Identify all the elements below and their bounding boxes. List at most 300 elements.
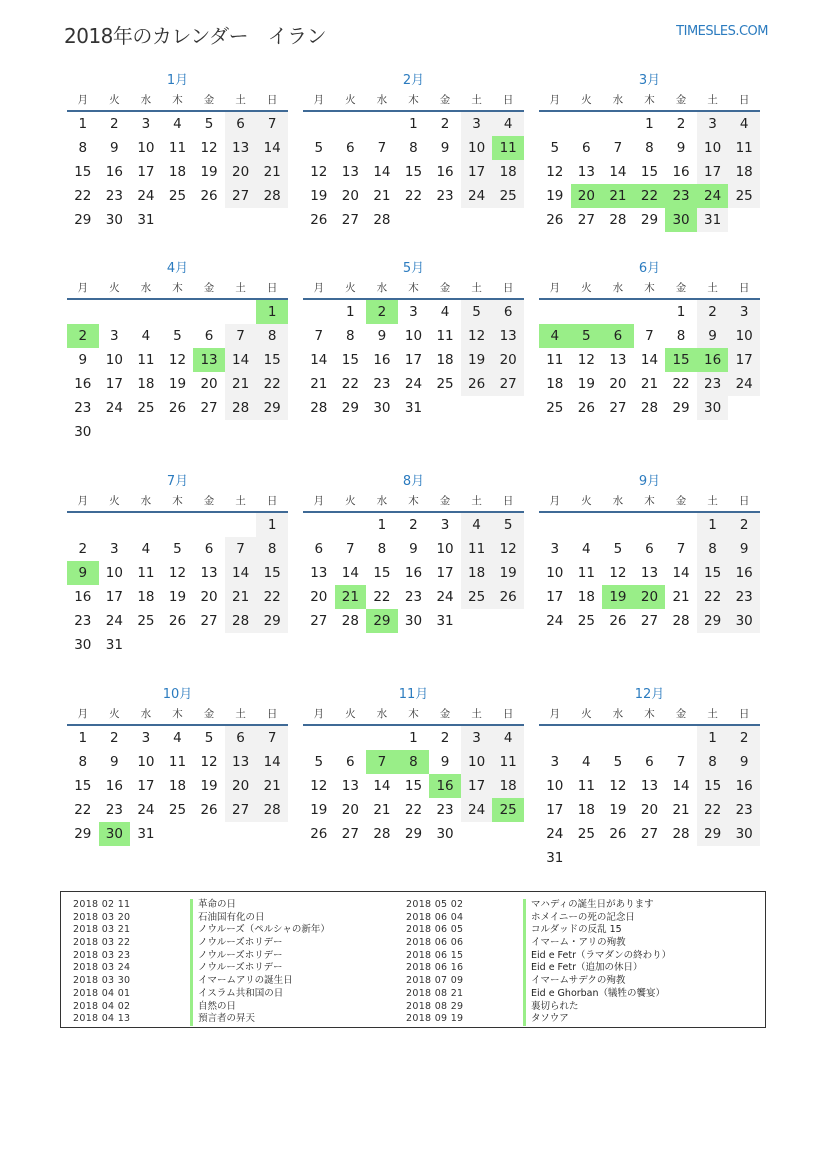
week-row bbox=[67, 420, 288, 444]
day-cell: 12 bbox=[609, 565, 627, 581]
day-cell: 9 bbox=[440, 140, 450, 156]
weekday-label: 火 bbox=[581, 282, 592, 294]
weekday-label: 月 bbox=[313, 282, 325, 294]
empty-cell bbox=[492, 396, 524, 420]
day-cell: 3 bbox=[550, 754, 560, 770]
holiday-name: コルダッドの反乱 15 bbox=[531, 924, 622, 936]
day-cell: 12 bbox=[609, 778, 627, 794]
holiday-day-cell: 21 bbox=[602, 184, 634, 208]
day-cell: 28 bbox=[341, 613, 359, 629]
weekday-label: 火 bbox=[345, 495, 356, 507]
day-cell: 20 bbox=[225, 774, 257, 798]
day-cell: 28 bbox=[225, 609, 257, 633]
day-cell: 1 bbox=[409, 116, 418, 132]
day-cell: 27 bbox=[492, 372, 524, 396]
day-cell: 27 bbox=[225, 798, 257, 822]
empty-cell bbox=[602, 112, 634, 136]
day-cell: 15 bbox=[256, 561, 288, 585]
holiday-marker bbox=[190, 899, 193, 912]
weekday-label: 日 bbox=[502, 94, 514, 106]
month-block bbox=[67, 686, 288, 846]
day-cell: 26 bbox=[609, 826, 627, 842]
week-row bbox=[67, 160, 288, 184]
day-cell: 8 bbox=[697, 537, 729, 561]
weekday-label: 木 bbox=[408, 94, 419, 106]
holiday-entry bbox=[73, 950, 330, 963]
holiday-entry bbox=[73, 899, 330, 912]
holiday-entry bbox=[406, 962, 671, 975]
day-cell: 6 bbox=[346, 140, 355, 156]
holiday-day-cell: 9 bbox=[67, 561, 99, 585]
day-cell: 26 bbox=[609, 613, 627, 629]
day-cell: 6 bbox=[645, 754, 654, 770]
holiday-date: 2018 03 20 bbox=[73, 911, 131, 923]
holiday-day-cell: 16 bbox=[697, 348, 729, 372]
empty-cell bbox=[571, 726, 603, 750]
day-cell: 29 bbox=[697, 609, 729, 633]
day-cell: 14 bbox=[225, 348, 257, 372]
day-cell: 28 bbox=[672, 613, 690, 629]
weekday-label: 火 bbox=[345, 708, 356, 720]
day-cell: 23 bbox=[373, 376, 391, 392]
day-cell: 22 bbox=[256, 585, 288, 609]
week-row bbox=[67, 348, 288, 372]
month-block bbox=[539, 686, 760, 870]
day-cell: 26 bbox=[492, 585, 524, 609]
empty-cell bbox=[303, 300, 335, 324]
week-row bbox=[303, 774, 524, 798]
day-cell: 14 bbox=[373, 778, 391, 794]
month-block bbox=[67, 260, 288, 444]
day-cell: 1 bbox=[676, 304, 686, 320]
holiday-day-cell: 19 bbox=[602, 585, 634, 609]
day-cell: 30 bbox=[436, 826, 454, 842]
day-cell: 28 bbox=[672, 826, 690, 842]
day-cell: 15 bbox=[256, 348, 288, 372]
day-cell: 15 bbox=[74, 778, 92, 794]
day-cell: 18 bbox=[168, 164, 187, 180]
week-row bbox=[67, 208, 288, 232]
day-cell: 26 bbox=[168, 613, 187, 629]
holiday-date: 2018 06 15 bbox=[406, 949, 464, 961]
weekday-header bbox=[539, 278, 760, 300]
week-row bbox=[67, 585, 288, 609]
weekday-label: 水 bbox=[612, 495, 624, 507]
day-cell: 21 bbox=[373, 188, 391, 204]
day-cell: 7 bbox=[225, 324, 257, 348]
day-cell: 31 bbox=[697, 208, 729, 232]
holiday-entry bbox=[406, 1013, 671, 1026]
day-cell: 18 bbox=[577, 802, 595, 818]
week-row bbox=[303, 324, 524, 348]
holiday-date: 2018 08 29 bbox=[406, 1000, 464, 1012]
empty-cell bbox=[193, 822, 225, 846]
weekday-label: 月 bbox=[313, 495, 325, 507]
day-cell: 22 bbox=[74, 802, 92, 818]
day-cell: 19 bbox=[200, 164, 218, 180]
week-row bbox=[303, 184, 524, 208]
day-cell: 4 bbox=[173, 116, 182, 132]
holiday-marker bbox=[523, 912, 526, 925]
empty-cell bbox=[193, 420, 225, 444]
empty-cell bbox=[193, 208, 225, 232]
weekday-label: 水 bbox=[376, 282, 388, 294]
week-row bbox=[67, 112, 288, 136]
holiday-marker bbox=[523, 937, 526, 950]
day-cell: 3 bbox=[461, 112, 493, 136]
day-cell: 24 bbox=[461, 184, 493, 208]
weekday-label: 月 bbox=[77, 495, 89, 507]
day-cell: 11 bbox=[168, 140, 187, 156]
day-cell: 31 bbox=[137, 212, 155, 228]
weekday-header bbox=[539, 704, 760, 726]
day-cell: 15 bbox=[697, 561, 729, 585]
empty-cell bbox=[539, 726, 571, 750]
holiday-name: イスラム共和国の日 bbox=[198, 987, 284, 999]
holiday-name: ノウルーズホリデー bbox=[198, 962, 283, 974]
day-cell: 5 bbox=[204, 730, 214, 746]
week-row bbox=[539, 348, 760, 372]
day-cell: 26 bbox=[577, 400, 595, 416]
empty-cell bbox=[461, 822, 493, 846]
weekday-header bbox=[539, 90, 760, 112]
holiday-day-cell: 30 bbox=[99, 822, 131, 846]
holiday-day-cell: 13 bbox=[193, 348, 225, 372]
week-row bbox=[303, 609, 524, 633]
month-title: 3月 bbox=[638, 73, 661, 88]
day-cell: 26 bbox=[200, 188, 218, 204]
holiday-entry bbox=[73, 1001, 330, 1014]
weekday-label: 金 bbox=[675, 282, 687, 294]
day-cell: 3 bbox=[440, 517, 450, 533]
day-cell: 19 bbox=[492, 561, 524, 585]
day-cell: 28 bbox=[256, 184, 288, 208]
day-cell: 23 bbox=[728, 585, 760, 609]
day-cell: 8 bbox=[697, 750, 729, 774]
day-cell: 27 bbox=[200, 400, 218, 416]
holiday-date: 2018 03 23 bbox=[73, 949, 131, 961]
day-cell: 2 bbox=[110, 730, 119, 746]
day-cell: 2 bbox=[440, 730, 450, 746]
day-cell: 3 bbox=[110, 541, 119, 557]
week-row bbox=[539, 208, 760, 232]
day-cell: 13 bbox=[341, 164, 359, 180]
week-row bbox=[539, 136, 760, 160]
day-cell: 9 bbox=[697, 324, 729, 348]
weekday-label: 水 bbox=[376, 495, 388, 507]
month-block bbox=[67, 72, 288, 232]
day-cell: 10 bbox=[461, 750, 493, 774]
day-cell: 29 bbox=[256, 396, 288, 420]
holiday-date: 2018 08 21 bbox=[406, 987, 464, 999]
week-row bbox=[67, 184, 288, 208]
day-cell: 24 bbox=[137, 802, 155, 818]
day-cell: 30 bbox=[404, 613, 423, 629]
day-cell: 17 bbox=[461, 774, 493, 798]
holiday-marker bbox=[523, 1001, 526, 1014]
day-cell: 23 bbox=[697, 372, 729, 396]
weekday-label: 土 bbox=[707, 94, 718, 106]
day-cell: 18 bbox=[577, 589, 595, 605]
day-cell: 6 bbox=[204, 541, 214, 557]
holiday-entry bbox=[406, 950, 671, 963]
empty-cell bbox=[461, 609, 493, 633]
day-cell: 25 bbox=[436, 376, 454, 392]
holiday-name: イマームサデクの殉教 bbox=[531, 975, 626, 987]
weekday-label: 日 bbox=[266, 495, 278, 507]
day-cell: 24 bbox=[436, 589, 454, 605]
day-cell: 10 bbox=[461, 136, 493, 160]
day-cell: 1 bbox=[697, 726, 729, 750]
empty-cell bbox=[429, 396, 461, 420]
day-cell: 27 bbox=[609, 400, 627, 416]
holiday-day-cell: 21 bbox=[335, 585, 367, 609]
day-cell: 6 bbox=[225, 726, 257, 750]
holiday-marker bbox=[190, 1013, 193, 1026]
day-cell: 16 bbox=[728, 774, 760, 798]
day-cell: 27 bbox=[200, 613, 218, 629]
page-title: 2018年のカレンダー イラン bbox=[64, 24, 327, 48]
day-cell: 24 bbox=[137, 188, 155, 204]
day-cell: 9 bbox=[409, 541, 418, 557]
day-cell: 13 bbox=[225, 136, 257, 160]
day-cell: 10 bbox=[546, 778, 564, 794]
weekday-header bbox=[539, 491, 760, 513]
empty-cell bbox=[366, 726, 398, 750]
day-cell: 28 bbox=[256, 798, 288, 822]
day-cell: 25 bbox=[461, 585, 493, 609]
week-row bbox=[67, 396, 288, 420]
holiday-marker bbox=[523, 924, 526, 937]
empty-cell bbox=[256, 633, 288, 657]
day-cell: 15 bbox=[373, 565, 391, 581]
holiday-entry bbox=[406, 899, 671, 912]
day-cell: 16 bbox=[672, 164, 690, 180]
day-cell: 18 bbox=[137, 376, 155, 392]
day-cell: 1 bbox=[256, 513, 288, 537]
week-row bbox=[303, 750, 524, 774]
day-cell: 14 bbox=[225, 561, 257, 585]
weekday-header bbox=[67, 704, 288, 726]
holiday-day-cell: 6 bbox=[602, 324, 634, 348]
holiday-day-cell: 7 bbox=[366, 750, 398, 774]
day-cell: 14 bbox=[256, 136, 288, 160]
holiday-entry bbox=[73, 912, 330, 925]
day-cell: 30 bbox=[728, 822, 760, 846]
day-cell: 14 bbox=[256, 750, 288, 774]
day-cell: 10 bbox=[137, 754, 155, 770]
day-cell: 16 bbox=[404, 565, 423, 581]
day-cell: 6 bbox=[204, 328, 214, 344]
holiday-entry bbox=[73, 975, 330, 988]
holiday-marker bbox=[190, 975, 193, 988]
day-cell: 21 bbox=[373, 802, 391, 818]
holiday-date: 2018 06 04 bbox=[406, 911, 464, 923]
day-cell: 12 bbox=[546, 164, 564, 180]
week-row bbox=[303, 585, 524, 609]
day-cell: 5 bbox=[613, 754, 623, 770]
week-row bbox=[539, 750, 760, 774]
holiday-name: 自然の日 bbox=[198, 1000, 237, 1012]
day-cell: 28 bbox=[225, 396, 257, 420]
day-cell: 27 bbox=[640, 613, 659, 629]
day-cell: 17 bbox=[105, 589, 123, 605]
day-cell: 17 bbox=[546, 802, 564, 818]
day-cell: 11 bbox=[546, 352, 564, 368]
weekday-label: 土 bbox=[471, 94, 482, 106]
month-block bbox=[539, 260, 760, 420]
empty-cell bbox=[728, 396, 760, 420]
day-cell: 14 bbox=[310, 352, 328, 368]
holiday-marker bbox=[190, 924, 193, 937]
day-cell: 12 bbox=[200, 140, 218, 156]
day-cell: 14 bbox=[609, 164, 627, 180]
holiday-marker bbox=[523, 950, 526, 963]
empty-cell bbox=[303, 726, 335, 750]
day-cell: 20 bbox=[341, 802, 359, 818]
day-cell: 22 bbox=[404, 188, 423, 204]
day-cell: 22 bbox=[697, 798, 729, 822]
week-row bbox=[303, 348, 524, 372]
day-cell: 20 bbox=[640, 802, 659, 818]
empty-cell bbox=[492, 208, 524, 232]
holiday-date: 2018 05 02 bbox=[406, 899, 464, 910]
weekday-label: 土 bbox=[235, 708, 246, 720]
day-cell: 10 bbox=[436, 541, 454, 557]
day-cell: 27 bbox=[310, 613, 328, 629]
month-title: 7月 bbox=[166, 474, 189, 489]
weekday-label: 日 bbox=[266, 94, 278, 106]
day-cell: 10 bbox=[728, 324, 760, 348]
day-cell: 2 bbox=[697, 300, 729, 324]
day-cell: 18 bbox=[461, 561, 493, 585]
weekday-header bbox=[303, 90, 524, 112]
weekday-label: 日 bbox=[738, 495, 750, 507]
empty-cell bbox=[67, 513, 99, 537]
holiday-date: 2018 04 13 bbox=[73, 1013, 131, 1025]
day-cell: 1 bbox=[78, 730, 88, 746]
day-cell: 12 bbox=[168, 565, 187, 581]
day-cell: 22 bbox=[404, 802, 423, 818]
week-row bbox=[539, 726, 760, 750]
day-cell: 3 bbox=[550, 541, 560, 557]
day-cell: 31 bbox=[436, 613, 454, 629]
holiday-marker bbox=[190, 988, 193, 1001]
day-cell: 24 bbox=[461, 798, 493, 822]
holiday-name: ノウルーズホリデー bbox=[198, 937, 283, 949]
holiday-date: 2018 06 16 bbox=[406, 962, 464, 974]
day-cell: 12 bbox=[461, 324, 493, 348]
day-cell: 1 bbox=[346, 304, 355, 320]
day-cell: 28 bbox=[640, 400, 659, 416]
empty-cell bbox=[665, 846, 697, 870]
weekday-label: 日 bbox=[738, 282, 750, 294]
empty-cell bbox=[256, 420, 288, 444]
holiday-name: Eid e Ghorban（犠牲の饗宴） bbox=[531, 987, 666, 999]
empty-cell bbox=[539, 300, 571, 324]
day-cell: 21 bbox=[225, 372, 257, 396]
weekday-label: 土 bbox=[235, 282, 246, 294]
weekday-label: 金 bbox=[203, 282, 215, 294]
empty-cell bbox=[67, 300, 99, 324]
day-cell: 9 bbox=[728, 750, 760, 774]
month-title: 8月 bbox=[402, 474, 425, 489]
day-cell: 8 bbox=[409, 140, 418, 156]
day-cell: 6 bbox=[225, 112, 257, 136]
day-cell: 17 bbox=[137, 164, 155, 180]
holiday-date: 2018 03 22 bbox=[73, 937, 131, 949]
empty-cell bbox=[728, 208, 760, 232]
day-cell: 14 bbox=[341, 565, 359, 581]
month-title: 11月 bbox=[398, 687, 429, 702]
empty-cell bbox=[130, 300, 162, 324]
weekday-label: 土 bbox=[471, 708, 482, 720]
week-row bbox=[539, 160, 760, 184]
holiday-date: 2018 06 05 bbox=[406, 924, 464, 936]
holiday-name: マハディの誕生日があります bbox=[531, 899, 654, 910]
empty-cell bbox=[193, 513, 225, 537]
holiday-name: Eid e Fetr（ラマダンの終わり） bbox=[531, 949, 672, 961]
holiday-day-cell: 20 bbox=[571, 184, 603, 208]
day-cell: 25 bbox=[168, 802, 187, 818]
day-cell: 19 bbox=[546, 188, 564, 204]
day-cell: 2 bbox=[728, 513, 760, 537]
empty-cell bbox=[335, 112, 367, 136]
empty-cell bbox=[225, 633, 257, 657]
day-cell: 28 bbox=[373, 212, 391, 228]
holiday-entry bbox=[73, 962, 330, 975]
day-cell: 7 bbox=[377, 140, 387, 156]
holiday-entry bbox=[406, 937, 671, 950]
weekday-label: 月 bbox=[549, 495, 561, 507]
day-cell: 19 bbox=[310, 188, 328, 204]
weekday-label: 火 bbox=[581, 94, 592, 106]
day-cell: 10 bbox=[404, 328, 423, 344]
day-cell: 23 bbox=[74, 613, 92, 629]
brand-logo[interactable]: TIMESLES.COM bbox=[676, 24, 768, 39]
day-cell: 18 bbox=[728, 160, 760, 184]
weekday-label: 日 bbox=[266, 282, 278, 294]
day-cell: 29 bbox=[74, 826, 92, 842]
day-cell: 23 bbox=[436, 802, 454, 818]
week-row bbox=[303, 798, 524, 822]
week-row bbox=[303, 822, 524, 846]
day-cell: 11 bbox=[137, 352, 155, 368]
holiday-day-cell: 29 bbox=[366, 609, 398, 633]
holiday-marker bbox=[523, 899, 526, 912]
holiday-day-cell: 8 bbox=[398, 750, 430, 774]
week-row bbox=[539, 372, 760, 396]
day-cell: 1 bbox=[645, 116, 654, 132]
day-cell: 19 bbox=[310, 802, 328, 818]
weekday-label: 火 bbox=[109, 282, 120, 294]
empty-cell bbox=[728, 846, 760, 870]
empty-cell bbox=[99, 513, 131, 537]
empty-cell bbox=[398, 208, 430, 232]
weekday-label: 日 bbox=[266, 708, 278, 720]
holiday-marker bbox=[190, 912, 193, 925]
week-row bbox=[303, 300, 524, 324]
day-cell: 19 bbox=[577, 376, 595, 392]
weekday-label: 火 bbox=[109, 708, 120, 720]
day-cell: 3 bbox=[110, 328, 119, 344]
day-cell: 27 bbox=[577, 212, 595, 228]
weekday-label: 月 bbox=[313, 708, 325, 720]
day-cell: 13 bbox=[577, 164, 595, 180]
day-cell: 25 bbox=[492, 184, 524, 208]
day-cell: 24 bbox=[105, 400, 123, 416]
week-row bbox=[67, 513, 288, 537]
